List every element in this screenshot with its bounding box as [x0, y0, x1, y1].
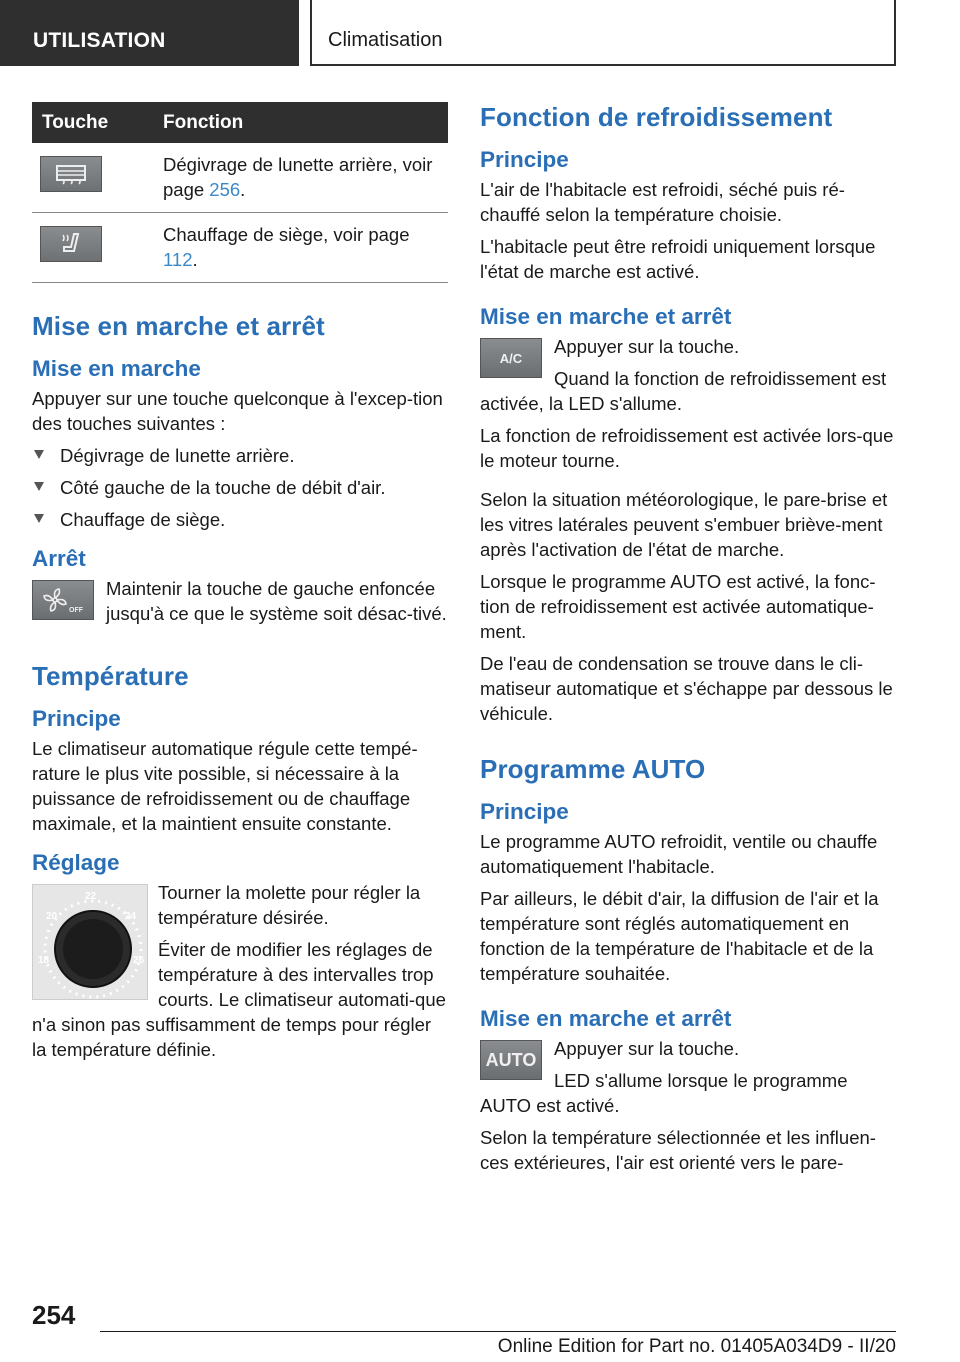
paragraph: L'habitacle peut être refroidi uniquement lorsque l'état de marche est activé.	[480, 236, 876, 282]
button-function-table	[32, 102, 448, 283]
paragraph: Appuyer sur une touche quelconque à l'excep-tion des touches suivantes :	[32, 388, 443, 434]
left-column	[32, 102, 448, 1069]
heading-onoff: Mise en marche et arrêt	[32, 311, 325, 341]
heading-principle: Principe	[480, 147, 569, 172]
table-row	[32, 213, 448, 283]
paragraph: Éviter de modifier les réglages de température à des intervalles trop courts. Le climatiseur automati-que n'a sinon pas suffisamment de temps pour régler la température définie.	[32, 939, 446, 1060]
table-header	[32, 102, 448, 143]
auto-button-icon: AUTO	[480, 1040, 542, 1080]
rear-window-defrost-icon	[40, 156, 102, 192]
paragraph: Tourner la molette pour régler la température désirée.	[158, 882, 421, 928]
heading-off: Arrêt	[32, 546, 86, 571]
paragraph: Selon la situation météorologique, le pare-brise et les vitres latérales peuvent s'embuer briève-ment après l'activation de l'état de marche.	[480, 489, 888, 560]
temperature-knob-image	[32, 884, 148, 1000]
paragraph: Appuyer sur la touche.	[554, 336, 740, 357]
fan-off-button-icon	[32, 580, 94, 620]
page-number: 254	[32, 1300, 76, 1330]
heading-onoff: Mise en marche et arrêt	[480, 304, 732, 329]
table-cell-function: Dégivrage de lunette arrière, voir page 256.	[163, 154, 433, 200]
chapter-title: Climatisation	[310, 0, 896, 66]
edition-text: Online Edition for Part no. 01405A034D9 - II/20	[497, 1336, 896, 1357]
heading-auto: Programme AUTO	[480, 754, 706, 784]
paragraph: Quand la fonction de refroidissement est activée, la LED s'allume.	[480, 368, 887, 414]
table-row	[32, 143, 448, 213]
col-header-key: Touche	[42, 111, 109, 133]
paragraph: LED s'allume lorsque le programme AUTO est activé.	[480, 1070, 848, 1116]
section-title: UTILISATION	[0, 0, 299, 66]
paragraph: Lorsque le programme AUTO est activé, la fonc-tion de refroidissement est activée automatique-ment.	[480, 571, 876, 642]
svg-text:20: 20	[46, 911, 58, 922]
heading-principle: Principe	[32, 706, 121, 731]
svg-text:18: 18	[38, 955, 50, 966]
triangle-bullet-icon	[34, 482, 44, 491]
paragraph: Le climatiseur automatique régule cette tempé-rature le plus vite possible, si nécessaire à la puissance de refroidissement ou de chauffage maximale, et la maintient ensuite constante.	[32, 738, 418, 834]
paragraph: La fonction de refroidissement est activée lors-que le moteur tourne.	[480, 425, 894, 471]
heading-onoff: Mise en marche et arrêt	[480, 1006, 732, 1031]
heading-cooling: Fonction de refroidissement	[480, 102, 833, 132]
table-cell-function: Chauffage de siège, voir page 112.	[163, 224, 410, 270]
ac-button-icon: A/C	[480, 338, 542, 378]
paragraph: Par ailleurs, le débit d'air, la diffusion de l'air et la température sont réglés automatiquement en fonction de la température de l'habitacle et de la température souhaitée.	[480, 888, 879, 984]
paragraph: Le programme AUTO refroidit, ventile ou chauffe automatiquement l'habitacle.	[480, 831, 878, 877]
paragraph: Maintenir la touche de gauche enfoncée jusqu'à ce que le système soit désac-tivé.	[106, 578, 447, 624]
page-header	[0, 0, 960, 66]
list-item: Côté gauche de la touche de débit d'air.	[32, 475, 448, 500]
paragraph: Appuyer sur la touche.	[554, 1038, 740, 1059]
bullet-list	[32, 443, 448, 532]
page-link[interactable]: 256	[209, 179, 241, 200]
paragraph: Selon la température sélectionnée et les influen-ces extérieures, l'air est orienté vers le pare-	[480, 1127, 876, 1173]
footer-divider	[100, 1331, 896, 1332]
svg-text:26: 26	[133, 955, 145, 966]
heading-principle: Principe	[480, 799, 569, 824]
heading-temperature: Température	[32, 661, 189, 691]
svg-text:24: 24	[125, 911, 137, 922]
right-column	[480, 102, 896, 1182]
triangle-bullet-icon	[34, 450, 44, 459]
list-item: Dégivrage de lunette arrière.	[32, 443, 448, 468]
seat-heating-icon	[40, 226, 102, 262]
heading-on: Mise en marche	[32, 356, 201, 381]
svg-text:22: 22	[85, 891, 97, 902]
svg-text:OFF: OFF	[69, 607, 83, 614]
heading-setting: Réglage	[32, 850, 120, 875]
triangle-bullet-icon	[34, 514, 44, 523]
col-header-function: Fonction	[163, 111, 244, 133]
paragraph: L'air de l'habitacle est refroidi, séché puis ré-chauffé selon la température choisie.	[480, 179, 845, 225]
page-link[interactable]: 112	[163, 249, 193, 270]
list-item: Chauffage de siège.	[32, 507, 448, 532]
paragraph: De l'eau de condensation se trouve dans le cli-matiseur automatique et s'échappe par dessous le véhicule.	[480, 653, 893, 724]
